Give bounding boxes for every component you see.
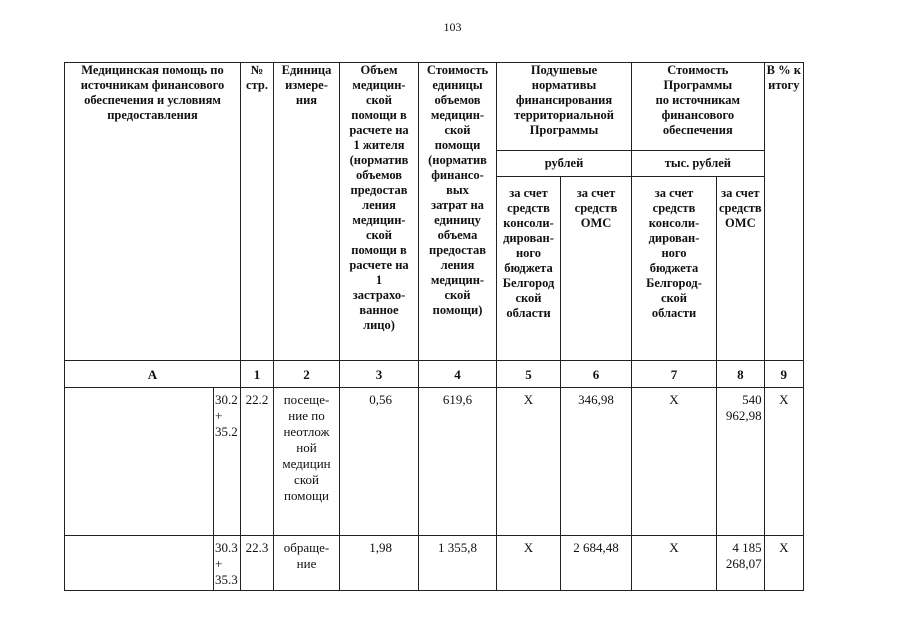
header-unit-cost: Стоимость единицы объемов медицин- ской помощи (норматив финансо- вых затрат на единицу объема предостав ления медицин- ской помощи) [419,63,497,361]
col-number: 3 [340,361,419,388]
header-budget-total: за счет средств консоли- дирован- ного бюджета Белгород- ской области [632,177,717,361]
table-row [65,388,804,536]
row-oms-total: 540 962,98 [717,388,765,536]
row-unit: посеще- ние по неотлож ной медицин ской помощи [274,388,340,536]
row-percent: Х [764,536,803,591]
col-number: 1 [241,361,274,388]
row-oms-per-capita: 346,98 [561,388,632,536]
row-budget-per-capita: Х [497,536,561,591]
header-row-number: № стр. [241,63,274,361]
header-volume: Объем медицин- ской помощи в расчете на 1 жителя (норматив объемов предостав ления медицин- ской помощи в расчете на 1 застрахо- ванное лицо) [340,63,419,361]
row-code: 30.3 + 35.3 [214,536,241,591]
program-cost-table [64,62,804,591]
row-unit: обраще- ние [274,536,340,591]
row-percent: Х [764,388,803,536]
header-budget-per-capita: за счет средств консоли- дирован- ного бюджета Белгород ской области [497,177,561,361]
row-code: 30.2 + 35.2 [214,388,241,536]
col-number: 6 [561,361,632,388]
blank-cell [65,388,169,536]
row-oms-total: 4 185 268,07 [717,536,765,591]
blank-cell [169,536,214,591]
header-medical-care: Медицинская помощь по источникам финансового обеспечения и условиям предоставления [65,63,241,361]
header-unit: Единица измере- ния [274,63,340,361]
header-oms-per-capita: за счет средств ОМС [561,177,632,361]
col-number-a: А [65,361,241,388]
col-number: 4 [419,361,497,388]
row-budget-total: Х [632,388,717,536]
page-number: 103 [443,20,462,34]
table-row [65,536,804,591]
col-number: 8 [717,361,765,388]
row-number: 22.3 [241,536,274,591]
row-volume: 1,98 [340,536,419,591]
row-volume: 0,56 [340,388,419,536]
col-number: 9 [764,361,803,388]
header-oms-total: за счет средств ОМС [717,177,765,361]
row-unit-cost: 1 355,8 [419,536,497,591]
row-unit-cost: 619,6 [419,388,497,536]
col-number: 7 [632,361,717,388]
row-budget-per-capita: Х [497,388,561,536]
col-number: 5 [497,361,561,388]
row-oms-per-capita: 2 684,48 [561,536,632,591]
header-rubles: рублей [497,151,632,177]
header-percent: В % к итогу [764,63,803,361]
header-thousand-rubles: тыс. рублей [632,151,765,177]
col-number: 2 [274,361,340,388]
row-budget-total: Х [632,536,717,591]
blank-cell [169,388,214,536]
row-number: 22.2 [241,388,274,536]
header-program-cost: Стоимость Программы по источникам финансового обеспечения [632,63,765,151]
blank-cell [65,536,169,591]
header-per-capita: Подушевые нормативы финансирования территориальной Программы [497,63,632,151]
